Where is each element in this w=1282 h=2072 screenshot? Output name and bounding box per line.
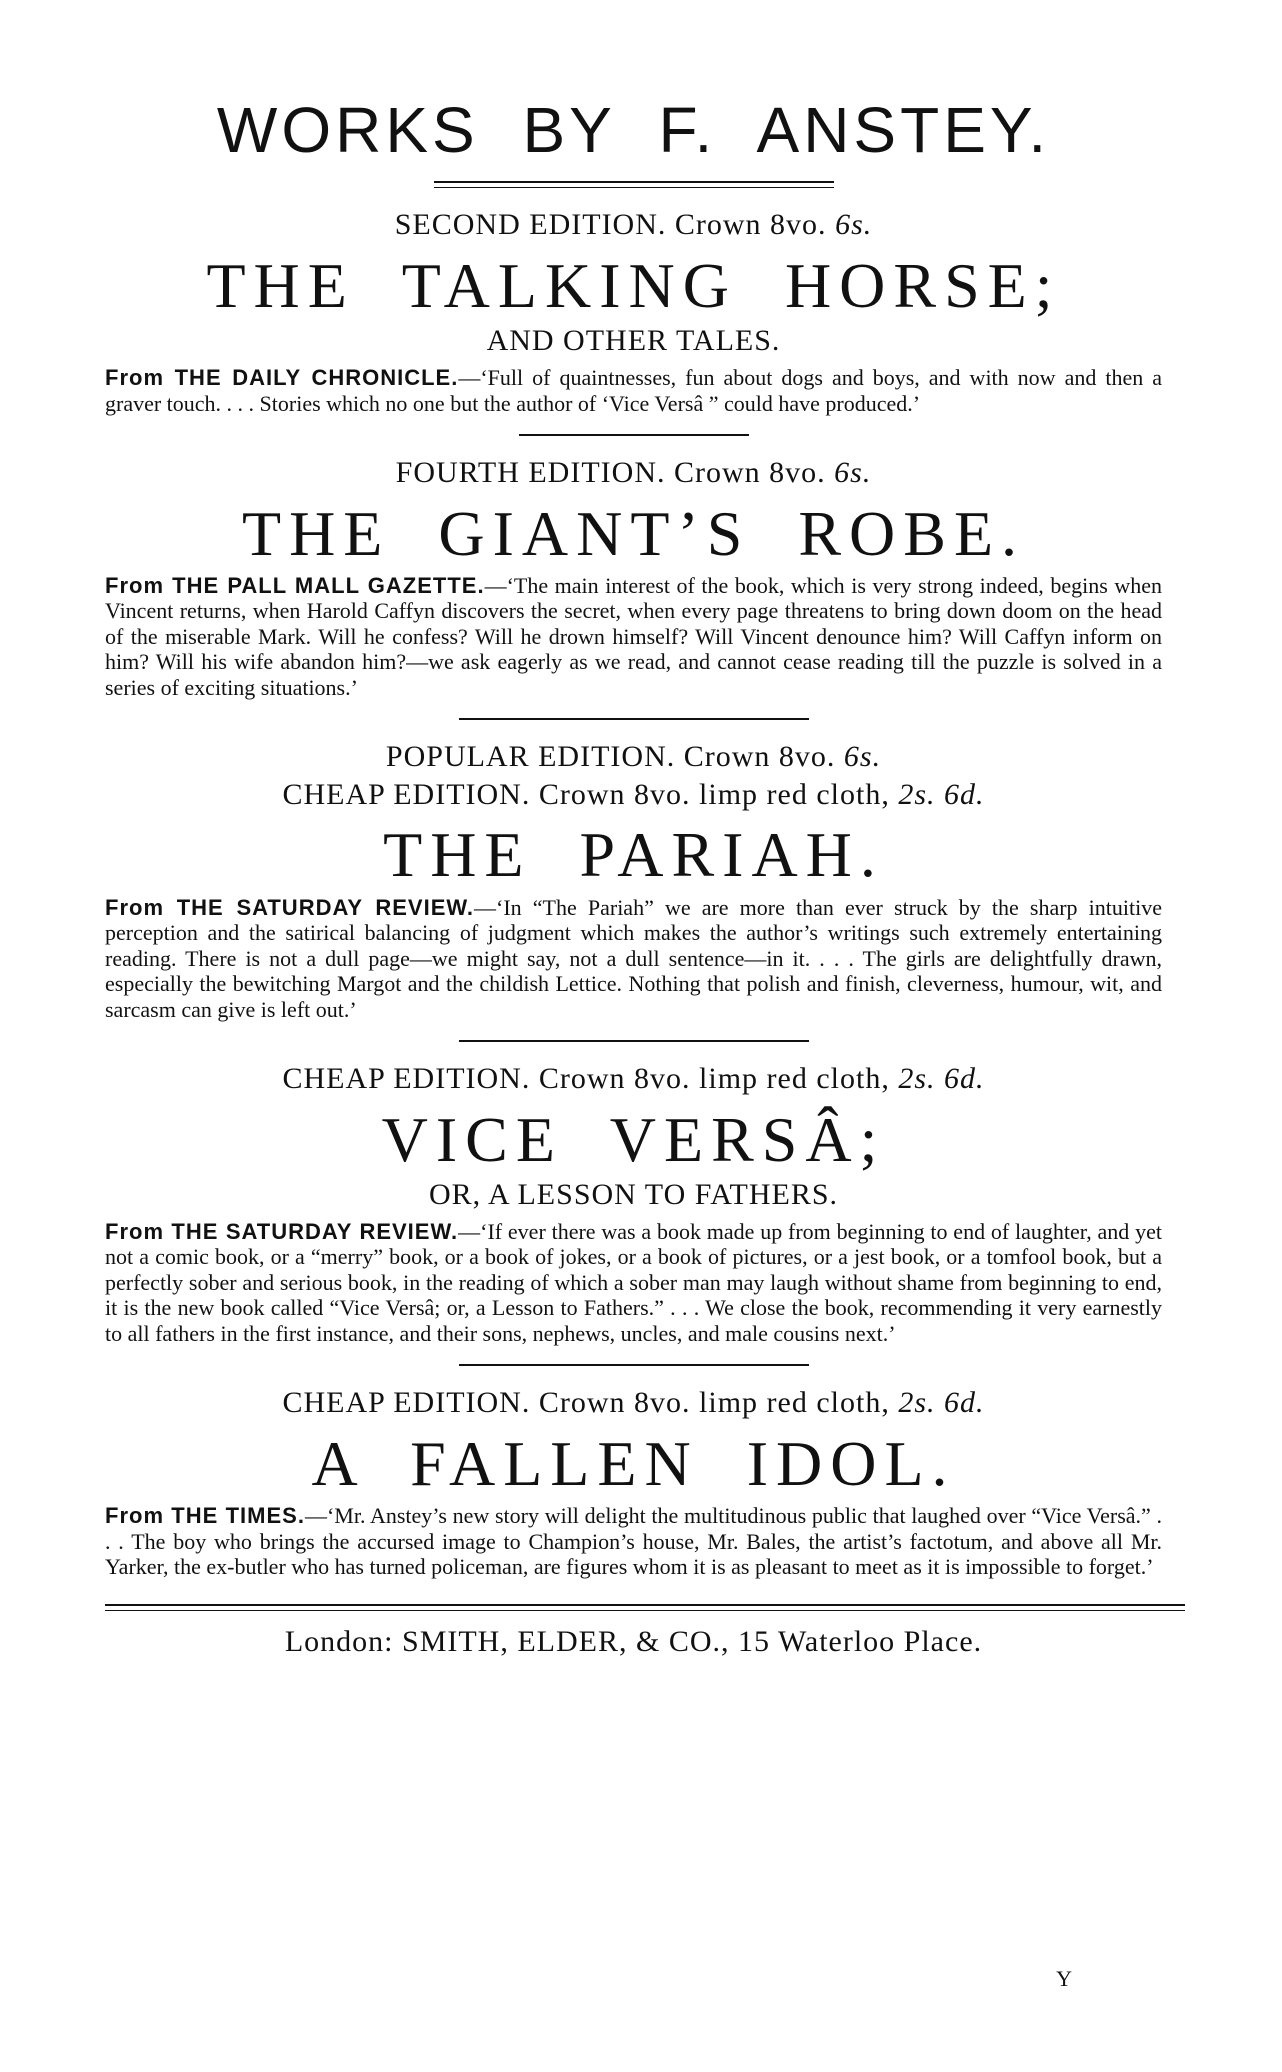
book-title: THE TALKING HORSE; [206,249,1061,321]
book-subtitle: AND OTHER TALES. [486,324,781,358]
edition-price: 6s. [843,740,882,774]
section-divider [519,434,749,436]
review-text: —‘Full of quaintnesses, fun about dogs and boys, and with now and then a graver touch. . . . Stories which no one but the author of ‘Vice Versâ ” could have produced.’ [105,365,1162,416]
book-entry-pariah [105,738,1162,1042]
edition-price: 6s. [834,456,872,490]
edition-format: Crown 8vo. [674,208,827,242]
edition-price: 2s. 6d. [898,1386,985,1420]
review-quote [105,573,1162,701]
publisher-imprint: London: SMITH, ELDER, & CO., 15 Waterloo Place. [284,1624,983,1658]
book-title: VICE VERSÂ; [381,1103,886,1175]
edition-format: Crown 8vo. [683,740,836,774]
book-title: A FALLEN IDOL. [311,1427,956,1499]
edition-line [105,738,1162,776]
section-divider [459,1040,809,1042]
edition-format: Crown 8vo. limp red cloth, [538,1062,890,1096]
signature-mark: Y [1056,1966,1072,1991]
book-title: THE PARIAH. [383,819,884,891]
review-text: —‘Mr. Anstey’s new story will delight the multitudinous public that laughed over “Vice Versâ.” . . . The boy who brings the accursed image to Champion’s house, Mr. Bales, the artist’s factotum, and above all Mr. Yarker, the ex-butler who has turned policeman, are figures whom it is as pleasant to meet as it is impossible to forget.’ [105,1503,1163,1580]
edition-label: POPULAR EDITION. [385,740,676,774]
review-source: From THE PALL MALL GAZETTE. [105,572,485,598]
edition-line [105,206,1162,244]
book-subtitle: OR, A LESSON TO FATHERS. [428,1177,839,1211]
edition-line [105,1060,1162,1098]
page-heading: WORKS BY F. ANSTEY. [216,94,1051,166]
review-source: From THE SATURDAY REVIEW. [105,1218,459,1244]
heading-rule [434,181,834,188]
book-entry-talking-horse [105,206,1162,436]
edition-label: SECOND EDITION. [394,208,667,242]
section-divider [459,718,809,720]
edition-format: Crown 8vo. limp red cloth, [538,777,890,811]
book-entry-giants-robe [105,454,1162,720]
edition-label: CHEAP EDITION. [282,777,531,811]
review-text: —‘The main interest of the book, which is very strong indeed, begins when Vincent returns, when Harold Caffyn discovers the secret, when every page threatens to bring down doom on the head of the miserable Mark. Will he confess? Will he drown himself? Will Vincent denounce him? Will Caffyn inform on him? Will his wife abandon him?—we ask eagerly as we read, and cannot cease reading till the puzzle is solved in a series of exciting situations.’ [105,572,1162,700]
footer-rule [105,1604,1185,1611]
review-text: —‘In “The Pariah” we are more than ever struck by the sharp intuitive perception and the satirical balancing of judgment which makes the author’s writings such extremely entertaining reading. There is not a dull page—we might say, not a dull sentence—in it. . . . The girls are delightfully drawn, especially the bewitching Margot and the childish Lettice. Nothing that polish and finish, cleverness, humour, wit, and sarcasm can give is left out.’ [105,894,1162,1022]
edition-price: 2s. 6d. [898,777,985,811]
section-divider [459,1364,809,1366]
review-quote [105,1503,1162,1580]
edition-price: 6s. [835,208,873,242]
edition-format: Crown 8vo. limp red cloth, [538,1386,890,1420]
edition-price: 2s. 6d. [898,1062,985,1096]
review-quote [105,895,1162,1023]
edition-label: CHEAP EDITION. [282,1062,531,1096]
review-quote [105,365,1162,416]
review-source: From THE TIMES. [105,1503,305,1529]
review-quote [105,1219,1162,1347]
book-entry-fallen-idol [105,1384,1162,1579]
book-entry-vice-versa [105,1060,1162,1366]
edition-label: CHEAP EDITION. [282,1386,531,1420]
edition-format: Crown 8vo. [673,456,826,490]
book-title: THE GIANT’S ROBE. [241,497,1026,569]
review-source: From THE SATURDAY REVIEW. [105,894,475,920]
edition-line [105,1384,1162,1422]
review-source: From THE DAILY CHRONICLE. [105,365,459,391]
edition-line [105,454,1162,492]
edition-label: FOURTH EDITION. [395,456,666,490]
edition-line [105,776,1162,814]
review-text: —‘If ever there was a book made up from beginning to end of laughter, and yet not a comic book, or a “merry” book, or a book of jokes, or a book of pictures, or a jest book, or a tomfool book, but a perfectly sober and serious book, in the reading of which a sober man may laugh without shame from beginning to end, it is the new book called “Vice Versâ; or, a Lesson to Fathers.” . . . We close the book, recommending it very earnestly to all fathers in the first instance, and their sons, nephews, uncles, and male cousins next.’ [105,1218,1162,1346]
